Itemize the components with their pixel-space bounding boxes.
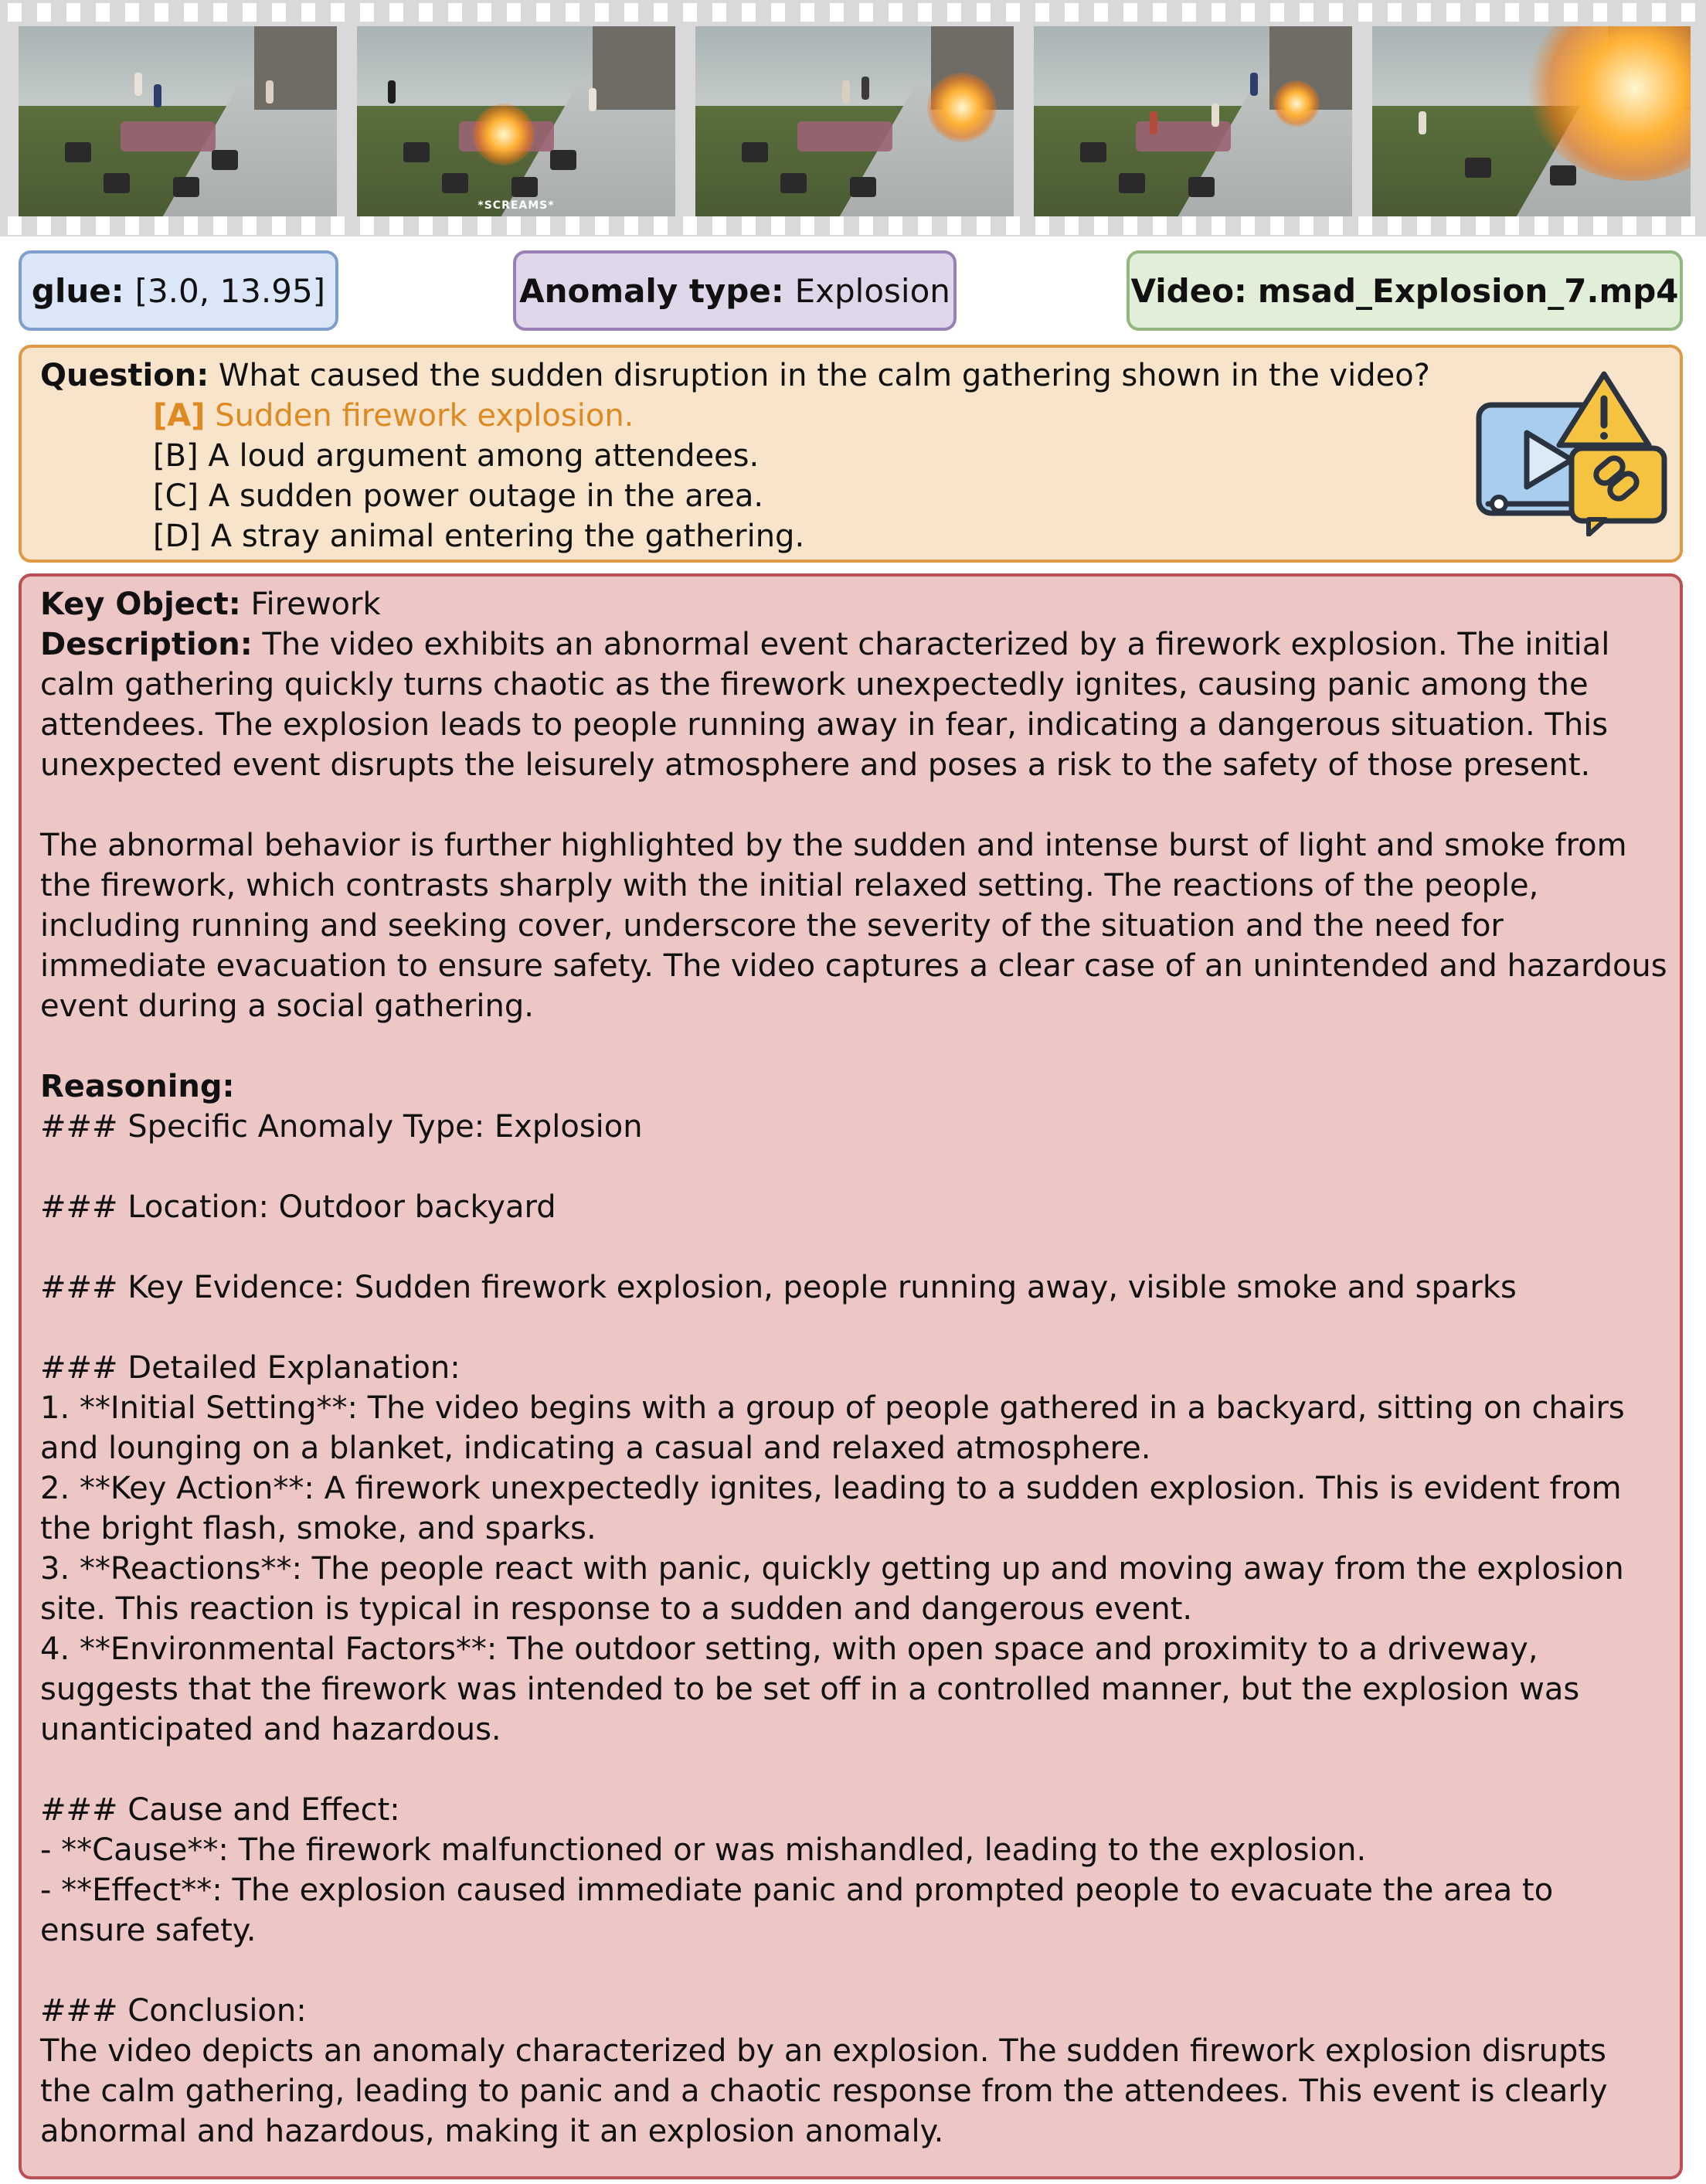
paragraph-line: The abnormal behavior is further highlighted by the sudden and intense burst of light and smoke from bbox=[40, 828, 1627, 863]
reasoning-line: - **Cause**: The firework malfunctioned or was mishandled, leading to the explosion. bbox=[40, 1832, 1367, 1868]
reasoning-line: ### Detailed Explanation: bbox=[40, 1350, 460, 1386]
option-text: A loud argument among attendees. bbox=[208, 438, 760, 474]
video-frame-5 bbox=[1372, 26, 1691, 216]
key-object bbox=[40, 584, 381, 624]
option-c bbox=[153, 476, 763, 516]
description-label: Description: bbox=[40, 627, 253, 662]
frame-caption: *SCREAMS* bbox=[477, 199, 555, 212]
reasoning-line: The video depicts an anomaly characterized by an explosion. The sudden firework explosion disrupts bbox=[40, 2033, 1606, 2069]
anomaly-type-box bbox=[513, 250, 957, 331]
description-line: calm gathering quickly turns chaotic as the firework unexpectedly ignites, causing panic among the bbox=[40, 667, 1589, 702]
video-alert-link-icon bbox=[1473, 371, 1669, 536]
reasoning-label: Reasoning: bbox=[40, 1069, 235, 1104]
video-frame-4 bbox=[1034, 26, 1352, 216]
reasoning-line: suggests that the firework was intended to be set off in a controlled manner, but the explosion was bbox=[40, 1672, 1580, 1707]
reasoning-line: ### Conclusion: bbox=[40, 1993, 307, 2029]
reasoning-line: unanticipated and hazardous. bbox=[40, 1712, 501, 1747]
reasoning-line: and lounging on a blanket, indicating a casual and relaxed atmosphere. bbox=[40, 1430, 1151, 1466]
description-line: unexpected event disrupts the leisurely atmosphere and poses a risk to the safety of those present. bbox=[40, 747, 1591, 783]
paragraph-line: the firework, which contrasts sharply with the initial relaxed setting. The reactions of the people, bbox=[40, 868, 1539, 903]
reasoning-line: 1. **Initial Setting**: The video begins with a group of people gathered in a backyard, sitting on chairs bbox=[40, 1390, 1625, 1426]
reasoning-line: site. This reaction is typical in response to a sudden and dangerous event. bbox=[40, 1591, 1193, 1627]
reasoning-heading bbox=[40, 1066, 235, 1107]
reasoning-line: ### Location: Outdoor backyard bbox=[40, 1189, 556, 1225]
paragraph-line: including running and seeking cover, underscore the severity of the situation and the need for bbox=[40, 908, 1504, 944]
description-first-line bbox=[40, 624, 1609, 665]
paragraph-line: event during a social gathering. bbox=[40, 988, 534, 1024]
option-key: [D] bbox=[153, 519, 202, 554]
video-label: Video: bbox=[1130, 271, 1247, 310]
option-text: Sudden firework explosion. bbox=[215, 398, 634, 434]
glue-value: [3.0, 13.95] bbox=[134, 271, 326, 310]
question-line bbox=[40, 355, 1430, 396]
reasoning-line: 2. **Key Action**: A firework unexpectedly ignites, leading to a sudden explosion. This is evident from bbox=[40, 1471, 1622, 1506]
film-perforation-bottom bbox=[0, 216, 1706, 235]
video-frame-2 bbox=[357, 26, 675, 216]
glue-label: glue: bbox=[31, 271, 124, 310]
paragraph-line: immediate evacuation to ensure safety. The video captures a clear case of an unintended and hazardous bbox=[40, 948, 1667, 984]
reasoning-line: ### Cause and Effect: bbox=[40, 1792, 400, 1828]
key-object-label: Key Object: bbox=[40, 587, 241, 622]
video-filename: msad_Explosion_7.mp4 bbox=[1257, 271, 1679, 310]
reasoning-line: 3. **Reactions**: The people react with panic, quickly getting up and moving away from the explosion bbox=[40, 1551, 1624, 1587]
description-line: attendees. The explosion leads to people running away in fear, indicating a dangerous situation. This bbox=[40, 707, 1609, 743]
reasoning-line: abnormal and hazardous, making it an explosion anomaly. bbox=[40, 2114, 944, 2149]
option-key: [C] bbox=[153, 478, 199, 514]
option-key: [A] bbox=[153, 398, 206, 434]
question-text: What caused the sudden disruption in the calm gathering shown in the video? bbox=[218, 358, 1430, 393]
question-label: Question: bbox=[40, 358, 209, 393]
video-frame-1 bbox=[19, 26, 337, 216]
reasoning-line: 4. **Environmental Factors**: The outdoor setting, with open space and proximity to a driveway, bbox=[40, 1631, 1538, 1667]
anomaly-type-value: Explosion bbox=[794, 271, 950, 310]
option-text: A sudden power outage in the area. bbox=[208, 478, 764, 514]
option-a bbox=[153, 396, 634, 436]
reasoning-line: ### Specific Anomaly Type: Explosion bbox=[40, 1109, 643, 1145]
glue-box bbox=[19, 250, 338, 331]
option-text: A stray animal entering the gathering. bbox=[210, 519, 805, 554]
reasoning-line: the calm gathering, leading to panic and a chaotic response from the attendees. This event is clearly bbox=[40, 2073, 1608, 2109]
option-key: [B] bbox=[153, 438, 199, 474]
reasoning-line: ### Key Evidence: Sudden firework explosion, people running away, visible smoke and sparks bbox=[40, 1270, 1517, 1305]
video-frame-3 bbox=[695, 26, 1014, 216]
key-object-value: Firework bbox=[250, 587, 381, 622]
question-box bbox=[19, 345, 1683, 563]
reasoning-line: - **Effect**: The explosion caused immediate panic and prompted people to evacuate the area to bbox=[40, 1873, 1554, 1908]
video-frame-strip bbox=[0, 0, 1706, 236]
video-name-box bbox=[1127, 250, 1683, 331]
option-b bbox=[153, 436, 759, 476]
description-text: The video exhibits an abnormal event characterized by a firework explosion. The initial bbox=[262, 627, 1610, 662]
film-perforation-top bbox=[0, 3, 1706, 22]
reasoning-line: the bright flash, smoke, and sparks. bbox=[40, 1511, 596, 1546]
option-d bbox=[153, 516, 804, 556]
reasoning-line: ensure safety. bbox=[40, 1913, 257, 1948]
anomaly-type-label: Anomaly type: bbox=[519, 271, 784, 310]
answer-box bbox=[19, 573, 1683, 2179]
